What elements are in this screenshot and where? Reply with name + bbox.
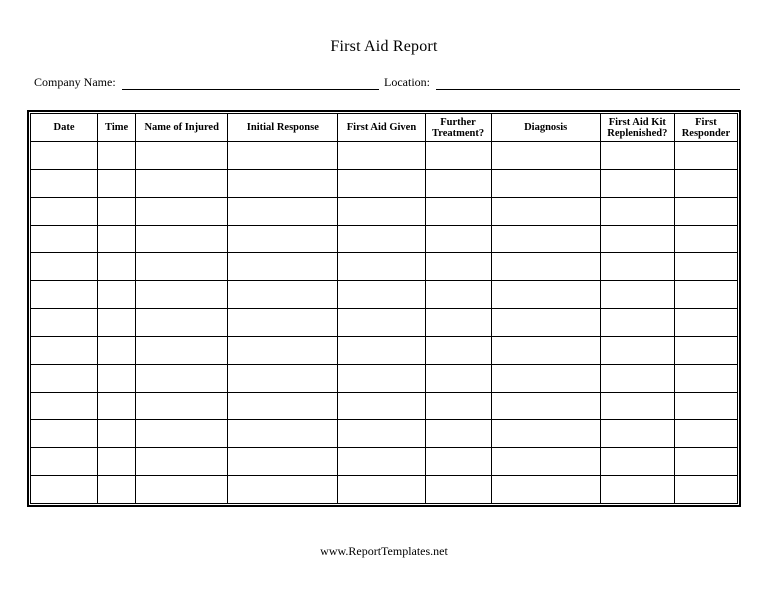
- table-cell[interactable]: [338, 476, 425, 504]
- table-cell[interactable]: [98, 169, 136, 197]
- table-cell[interactable]: [136, 309, 228, 337]
- table-cell[interactable]: [425, 476, 491, 504]
- table-cell[interactable]: [491, 197, 600, 225]
- table-cell[interactable]: [600, 225, 674, 253]
- header-fields: [34, 74, 740, 92]
- table-cell[interactable]: [98, 253, 136, 281]
- table-row: [31, 281, 738, 309]
- column-header-date: Date: [31, 114, 98, 142]
- table-cell[interactable]: [674, 336, 737, 364]
- table-cell[interactable]: [136, 476, 228, 504]
- table-cell[interactable]: [31, 392, 98, 420]
- table-cell[interactable]: [425, 142, 491, 170]
- column-header-first-responder: First Responder: [674, 114, 737, 142]
- table-cell[interactable]: [491, 392, 600, 420]
- table-row: [31, 392, 738, 420]
- table-cell[interactable]: [228, 253, 338, 281]
- table-cell[interactable]: [425, 281, 491, 309]
- table-cell[interactable]: [491, 476, 600, 504]
- table-cell[interactable]: [98, 448, 136, 476]
- table-cell[interactable]: [98, 309, 136, 337]
- table-row: [31, 476, 738, 504]
- table-cell[interactable]: [600, 309, 674, 337]
- table-row: [31, 197, 738, 225]
- table-cell[interactable]: [98, 281, 136, 309]
- table-cell[interactable]: [674, 197, 737, 225]
- table-cell[interactable]: [31, 336, 98, 364]
- table-cell[interactable]: [338, 197, 425, 225]
- table-cell[interactable]: [31, 281, 98, 309]
- table-cell[interactable]: [98, 364, 136, 392]
- column-header-name-of-injured: Name of Injured: [136, 114, 228, 142]
- table-cell[interactable]: [136, 197, 228, 225]
- table-cell[interactable]: [600, 281, 674, 309]
- table-cell[interactable]: [136, 336, 228, 364]
- column-header-time: Time: [98, 114, 136, 142]
- column-header-further-treatment: Further Treatment?: [425, 114, 491, 142]
- table-cell[interactable]: [600, 448, 674, 476]
- table-cell[interactable]: [31, 169, 98, 197]
- table-cell[interactable]: [228, 197, 338, 225]
- table-cell[interactable]: [98, 197, 136, 225]
- report-table: [30, 113, 738, 504]
- table-cell[interactable]: [600, 476, 674, 504]
- table-cell[interactable]: [674, 142, 737, 170]
- column-header-initial-response: Initial Response: [228, 114, 338, 142]
- table-cell[interactable]: [600, 392, 674, 420]
- table-cell[interactable]: [136, 448, 228, 476]
- table-cell[interactable]: [338, 364, 425, 392]
- table-cell[interactable]: [338, 253, 425, 281]
- table-cell[interactable]: [31, 197, 98, 225]
- table-cell[interactable]: [425, 392, 491, 420]
- table-cell[interactable]: [491, 448, 600, 476]
- table-cell[interactable]: [31, 448, 98, 476]
- table-row: [31, 364, 738, 392]
- table-cell[interactable]: [338, 281, 425, 309]
- table-cell[interactable]: [491, 281, 600, 309]
- table-row: [31, 225, 738, 253]
- table-row: [31, 169, 738, 197]
- table-cell[interactable]: [136, 281, 228, 309]
- table-cell[interactable]: [98, 476, 136, 504]
- table-cell[interactable]: [338, 420, 425, 448]
- table-cell[interactable]: [31, 420, 98, 448]
- table-row: [31, 142, 738, 170]
- table-cell[interactable]: [228, 281, 338, 309]
- table-cell[interactable]: [491, 225, 600, 253]
- table-cell[interactable]: [674, 448, 737, 476]
- table-cell[interactable]: [228, 448, 338, 476]
- table-cell[interactable]: [425, 364, 491, 392]
- table-cell[interactable]: [228, 142, 338, 170]
- table-cell[interactable]: [674, 392, 737, 420]
- table-cell[interactable]: [491, 364, 600, 392]
- table-cell[interactable]: [600, 197, 674, 225]
- table-cell[interactable]: [338, 142, 425, 170]
- table-cell[interactable]: [674, 309, 737, 337]
- table-cell[interactable]: [228, 476, 338, 504]
- table-cell[interactable]: [98, 392, 136, 420]
- table-cell[interactable]: [674, 281, 737, 309]
- column-header-diagnosis: Diagnosis: [491, 114, 600, 142]
- report-table-frame: [27, 110, 741, 507]
- table-cell[interactable]: [600, 420, 674, 448]
- report-table-body: [31, 142, 738, 504]
- footer-url[interactable]: www.ReportTemplates.net: [320, 544, 448, 558]
- table-cell[interactable]: [600, 142, 674, 170]
- table-row: [31, 420, 738, 448]
- table-row: [31, 448, 738, 476]
- table-cell[interactable]: [136, 142, 228, 170]
- table-row: [31, 336, 738, 364]
- table-cell[interactable]: [228, 169, 338, 197]
- table-cell[interactable]: [338, 169, 425, 197]
- table-cell[interactable]: [674, 253, 737, 281]
- table-cell[interactable]: [425, 169, 491, 197]
- table-cell[interactable]: [228, 420, 338, 448]
- table-cell[interactable]: [338, 392, 425, 420]
- table-header-row: [31, 114, 738, 142]
- table-cell[interactable]: [31, 476, 98, 504]
- table-cell[interactable]: [491, 309, 600, 337]
- table-cell[interactable]: [136, 225, 228, 253]
- table-cell[interactable]: [425, 225, 491, 253]
- table-cell[interactable]: [136, 253, 228, 281]
- table-cell[interactable]: [338, 336, 425, 364]
- table-cell[interactable]: [338, 448, 425, 476]
- table-cell[interactable]: [228, 364, 338, 392]
- table-cell[interactable]: [228, 225, 338, 253]
- table-cell[interactable]: [425, 197, 491, 225]
- table-cell[interactable]: [338, 225, 425, 253]
- table-cell[interactable]: [31, 309, 98, 337]
- table-cell[interactable]: [425, 253, 491, 281]
- table-cell[interactable]: [425, 448, 491, 476]
- table-cell[interactable]: [31, 225, 98, 253]
- table-cell[interactable]: [98, 420, 136, 448]
- table-cell[interactable]: [31, 253, 98, 281]
- table-cell[interactable]: [674, 476, 737, 504]
- table-cell[interactable]: [228, 392, 338, 420]
- table-cell[interactable]: [136, 364, 228, 392]
- table-cell[interactable]: [31, 364, 98, 392]
- table-cell[interactable]: [674, 225, 737, 253]
- table-cell[interactable]: [600, 253, 674, 281]
- table-cell[interactable]: [98, 225, 136, 253]
- table-cell[interactable]: [491, 420, 600, 448]
- page-title: First Aid Report: [330, 38, 438, 55]
- table-cell[interactable]: [600, 336, 674, 364]
- table-cell[interactable]: [491, 169, 600, 197]
- table-cell[interactable]: [674, 364, 737, 392]
- table-cell[interactable]: [338, 309, 425, 337]
- column-header-kit-replenished: First Aid Kit Replenished?: [600, 114, 674, 142]
- table-cell[interactable]: [98, 336, 136, 364]
- location-field[interactable]: [436, 89, 740, 90]
- table-cell[interactable]: [674, 420, 737, 448]
- location-label: Location:: [384, 75, 430, 89]
- table-cell[interactable]: [136, 169, 228, 197]
- table-cell[interactable]: [228, 309, 338, 337]
- table-cell[interactable]: [425, 309, 491, 337]
- table-cell[interactable]: [136, 420, 228, 448]
- company-name-field[interactable]: [122, 89, 379, 90]
- table-cell[interactable]: [600, 364, 674, 392]
- table-cell[interactable]: [600, 169, 674, 197]
- table-cell[interactable]: [425, 420, 491, 448]
- column-header-first-aid-given: First Aid Given: [338, 114, 425, 142]
- table-cell[interactable]: [491, 336, 600, 364]
- table-row: [31, 309, 738, 337]
- table-cell[interactable]: [98, 142, 136, 170]
- table-cell[interactable]: [31, 142, 98, 170]
- table-cell[interactable]: [491, 142, 600, 170]
- table-cell[interactable]: [136, 392, 228, 420]
- table-cell[interactable]: [674, 169, 737, 197]
- table-cell[interactable]: [491, 253, 600, 281]
- company-name-label: Company Name:: [34, 75, 116, 89]
- table-cell[interactable]: [425, 336, 491, 364]
- table-row: [31, 253, 738, 281]
- table-cell[interactable]: [228, 336, 338, 364]
